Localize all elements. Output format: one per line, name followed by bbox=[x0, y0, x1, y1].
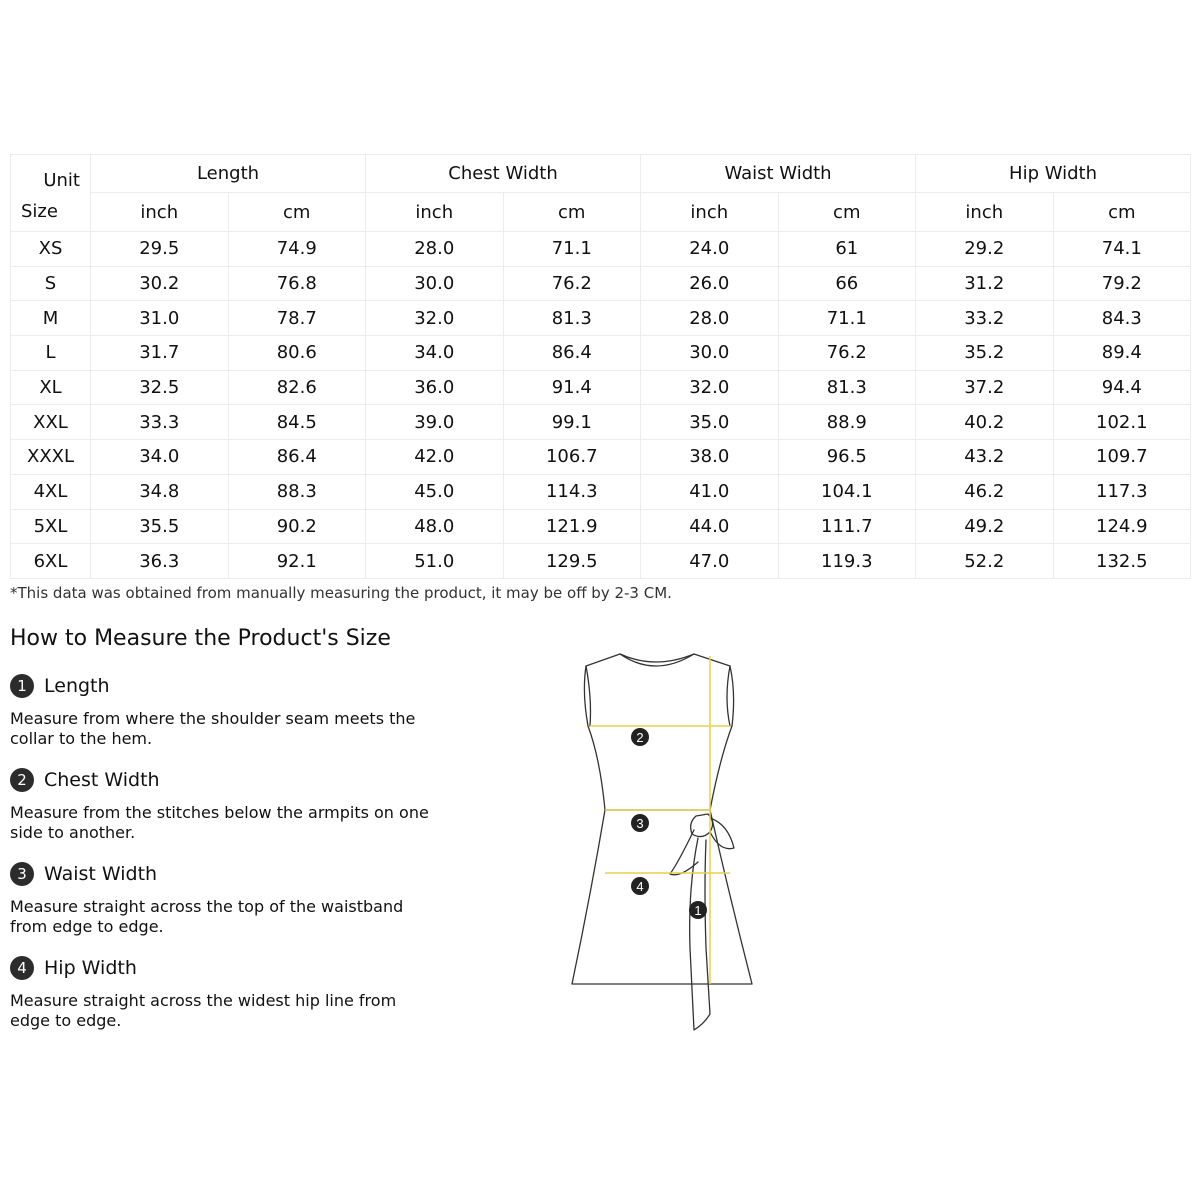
size-row bbox=[11, 544, 1191, 579]
measurement-cell: 76.2 bbox=[778, 336, 916, 371]
measurement-cell: 102.1 bbox=[1053, 405, 1191, 440]
measurement-cell: 114.3 bbox=[503, 474, 641, 509]
group-header-chest-width: Chest Width bbox=[366, 155, 641, 193]
measurement-cell: 34.8 bbox=[91, 474, 229, 509]
measurement-cell: 79.2 bbox=[1053, 266, 1191, 301]
measurement-cell: 30.2 bbox=[91, 266, 229, 301]
measurement-note: *This data was obtained from manually measuring the product, it may be off by 2-3 CM. bbox=[10, 584, 672, 602]
measurement-cell: 33.2 bbox=[916, 301, 1054, 336]
measure-item-description: Measure from where the shoulder seam meets the collar to the hem. bbox=[10, 709, 416, 748]
size-name-cell: L bbox=[11, 336, 91, 371]
unit-header: cm bbox=[1053, 193, 1191, 232]
measurement-cell: 41.0 bbox=[641, 474, 779, 509]
measurement-cell: 82.6 bbox=[228, 370, 366, 405]
measurement-cell: 49.2 bbox=[916, 509, 1054, 544]
unit-header: inch bbox=[91, 193, 229, 232]
measurement-cell: 34.0 bbox=[366, 336, 504, 371]
size-row bbox=[11, 266, 1191, 301]
marker-label: 4 bbox=[636, 879, 644, 894]
measurement-cell: 35.5 bbox=[91, 509, 229, 544]
measurement-cell: 81.3 bbox=[778, 370, 916, 405]
measure-item-title: Hip Width bbox=[44, 957, 137, 979]
measurement-cell: 104.1 bbox=[778, 474, 916, 509]
measurement-cell: 38.0 bbox=[641, 440, 779, 475]
measurement-cell: 86.4 bbox=[228, 440, 366, 475]
measurement-cell: 31.2 bbox=[916, 266, 1054, 301]
measurement-cell: 111.7 bbox=[778, 509, 916, 544]
size-chart-table bbox=[10, 154, 1191, 579]
size-name-cell: S bbox=[11, 266, 91, 301]
size-row bbox=[11, 301, 1191, 336]
measure-item-title: Length bbox=[44, 675, 110, 697]
measurement-cell: 32.0 bbox=[641, 370, 779, 405]
measurement-cell: 32.5 bbox=[91, 370, 229, 405]
measurement-cell: 31.7 bbox=[91, 336, 229, 371]
measurement-cell: 30.0 bbox=[366, 266, 504, 301]
size-name-cell: XXL bbox=[11, 405, 91, 440]
marker-label: 2 bbox=[636, 730, 644, 745]
measurement-cell: 43.2 bbox=[916, 440, 1054, 475]
measure-item-description: Measure straight across the widest hip line from edge to edge. bbox=[10, 991, 397, 1030]
measure-item-description: Measure straight across the top of the waistband from edge to edge. bbox=[10, 897, 404, 936]
measurement-cell: 31.0 bbox=[91, 301, 229, 336]
measurement-cell: 42.0 bbox=[366, 440, 504, 475]
measurement-cell: 94.4 bbox=[1053, 370, 1191, 405]
size-name-cell: XS bbox=[11, 232, 91, 267]
size-row bbox=[11, 336, 1191, 371]
size-row bbox=[11, 474, 1191, 509]
measurement-cell: 37.2 bbox=[916, 370, 1054, 405]
measurement-cell: 52.2 bbox=[916, 544, 1054, 579]
measurement-cell: 44.0 bbox=[641, 509, 779, 544]
unit-header: cm bbox=[778, 193, 916, 232]
measurement-cell: 84.3 bbox=[1053, 301, 1191, 336]
unit-label: Unit bbox=[11, 155, 91, 193]
size-name-cell: XL bbox=[11, 370, 91, 405]
measurement-cell: 34.0 bbox=[91, 440, 229, 475]
measure-item-waist-width bbox=[10, 861, 440, 937]
measurement-cell: 35.2 bbox=[916, 336, 1054, 371]
measure-item-title: Waist Width bbox=[44, 863, 158, 885]
measurement-cell: 47.0 bbox=[641, 544, 779, 579]
measurement-cell: 24.0 bbox=[641, 232, 779, 267]
size-name-cell: 5XL bbox=[11, 509, 91, 544]
dress-measurement-diagram bbox=[560, 648, 780, 1038]
measurement-cell: 30.0 bbox=[641, 336, 779, 371]
measurement-cell: 66 bbox=[778, 266, 916, 301]
size-row bbox=[11, 405, 1191, 440]
measurement-cell: 39.0 bbox=[366, 405, 504, 440]
group-header-hip-width: Hip Width bbox=[916, 155, 1191, 193]
measurement-lines bbox=[590, 656, 730, 984]
measurement-cell: 109.7 bbox=[1053, 440, 1191, 475]
number-badge: 4 bbox=[10, 956, 34, 980]
number-badge: 3 bbox=[10, 862, 34, 886]
measurement-cell: 74.1 bbox=[1053, 232, 1191, 267]
dress-outline bbox=[572, 654, 752, 1030]
unit-header: cm bbox=[228, 193, 366, 232]
size-name-cell: XXXL bbox=[11, 440, 91, 475]
measurement-cell: 124.9 bbox=[1053, 509, 1191, 544]
measurement-cell: 92.1 bbox=[228, 544, 366, 579]
size-name-cell: M bbox=[11, 301, 91, 336]
measurement-cell: 32.0 bbox=[366, 301, 504, 336]
measurement-cell: 26.0 bbox=[641, 266, 779, 301]
measurement-cell: 86.4 bbox=[503, 336, 641, 371]
measurement-cell: 33.3 bbox=[91, 405, 229, 440]
measurement-cell: 88.9 bbox=[778, 405, 916, 440]
measurement-cell: 71.1 bbox=[503, 232, 641, 267]
measurement-cell: 96.5 bbox=[778, 440, 916, 475]
measurement-cell: 129.5 bbox=[503, 544, 641, 579]
measurement-cell: 89.4 bbox=[1053, 336, 1191, 371]
measurement-cell: 36.0 bbox=[366, 370, 504, 405]
size-name-cell: 4XL bbox=[11, 474, 91, 509]
measurement-cell: 35.0 bbox=[641, 405, 779, 440]
size-name-cell: 6XL bbox=[11, 544, 91, 579]
measurement-cell: 29.2 bbox=[916, 232, 1054, 267]
measure-item-length bbox=[10, 673, 440, 749]
number-badge: 1 bbox=[10, 674, 34, 698]
measurement-cell: 76.8 bbox=[228, 266, 366, 301]
measure-item-title: Chest Width bbox=[44, 769, 160, 791]
size-label: Size bbox=[11, 193, 91, 232]
diagram-marker-1 bbox=[689, 901, 707, 919]
diagram-marker-3 bbox=[631, 814, 649, 832]
measurement-cell: 48.0 bbox=[366, 509, 504, 544]
measurement-cell: 76.2 bbox=[503, 266, 641, 301]
measurement-cell: 28.0 bbox=[366, 232, 504, 267]
measurement-cell: 45.0 bbox=[366, 474, 504, 509]
unit-header: inch bbox=[641, 193, 779, 232]
marker-label: 3 bbox=[636, 816, 644, 831]
measurement-cell: 51.0 bbox=[366, 544, 504, 579]
measurement-cell: 88.3 bbox=[228, 474, 366, 509]
measurement-cell: 40.2 bbox=[916, 405, 1054, 440]
measurement-cell: 90.2 bbox=[228, 509, 366, 544]
number-badge: 2 bbox=[10, 768, 34, 792]
measurement-cell: 91.4 bbox=[503, 370, 641, 405]
measurement-cell: 29.5 bbox=[91, 232, 229, 267]
size-row bbox=[11, 509, 1191, 544]
measure-item-hip-width bbox=[10, 955, 440, 1031]
measurement-cell: 61 bbox=[778, 232, 916, 267]
measurement-cell: 74.9 bbox=[228, 232, 366, 267]
measure-section-title: How to Measure the Product's Size bbox=[10, 626, 391, 651]
unit-header: inch bbox=[366, 193, 504, 232]
measurement-cell: 117.3 bbox=[1053, 474, 1191, 509]
marker-label: 1 bbox=[694, 903, 702, 918]
measurement-cell: 106.7 bbox=[503, 440, 641, 475]
group-header-row bbox=[11, 155, 1191, 193]
size-row bbox=[11, 440, 1191, 475]
measure-item-description: Measure from the stitches below the armpits on one side to another. bbox=[10, 803, 429, 842]
size-row bbox=[11, 232, 1191, 267]
measurement-cell: 71.1 bbox=[778, 301, 916, 336]
measurement-cell: 81.3 bbox=[503, 301, 641, 336]
group-header-waist-width: Waist Width bbox=[641, 155, 916, 193]
measurement-cell: 119.3 bbox=[778, 544, 916, 579]
unit-header: cm bbox=[503, 193, 641, 232]
measure-item-chest-width bbox=[10, 767, 440, 843]
measurement-cell: 80.6 bbox=[228, 336, 366, 371]
measurement-cell: 121.9 bbox=[503, 509, 641, 544]
measurement-cell: 84.5 bbox=[228, 405, 366, 440]
measurement-cell: 36.3 bbox=[91, 544, 229, 579]
measurement-cell: 78.7 bbox=[228, 301, 366, 336]
measurement-cell: 132.5 bbox=[1053, 544, 1191, 579]
measurement-cell: 46.2 bbox=[916, 474, 1054, 509]
unit-header: inch bbox=[916, 193, 1054, 232]
measurement-cell: 99.1 bbox=[503, 405, 641, 440]
diagram-marker-4 bbox=[631, 877, 649, 895]
unit-header-row bbox=[11, 193, 1191, 232]
measurement-cell: 28.0 bbox=[641, 301, 779, 336]
diagram-marker-2 bbox=[631, 728, 649, 746]
size-row bbox=[11, 370, 1191, 405]
group-header-length: Length bbox=[91, 155, 366, 193]
